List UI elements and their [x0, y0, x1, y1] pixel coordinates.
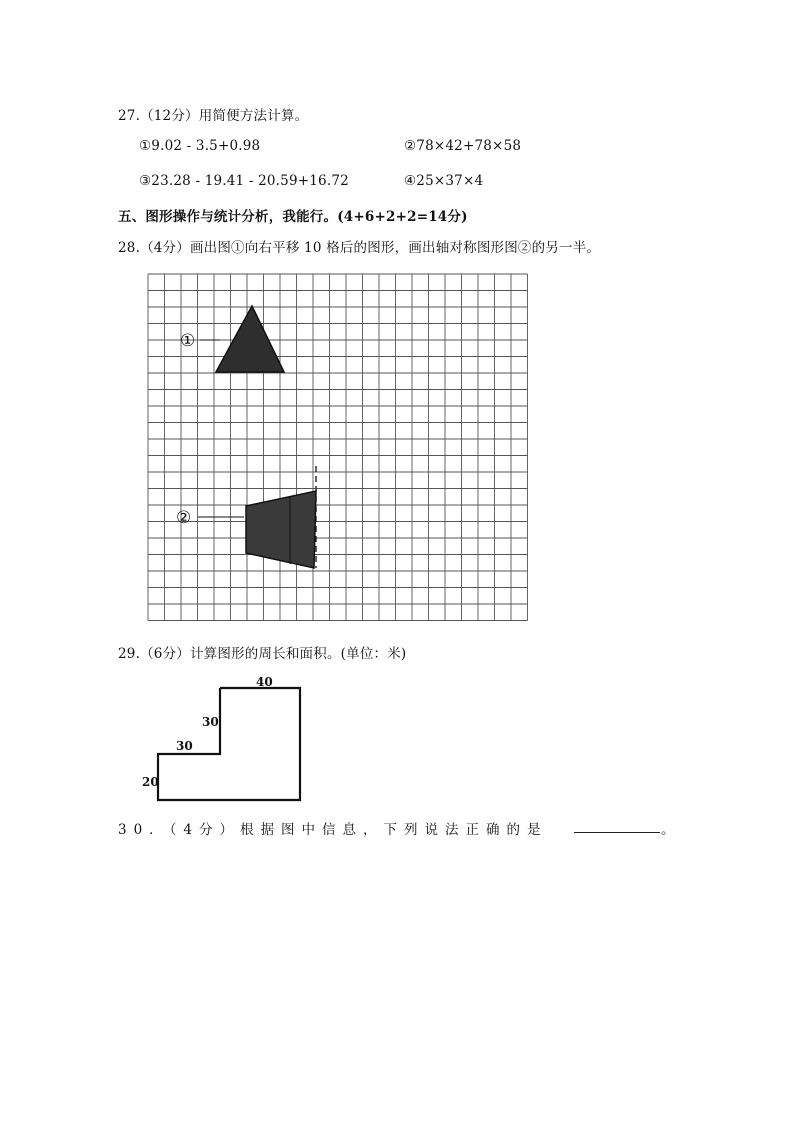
- q27-title: 27.（12分）用简便方法计算。: [118, 108, 309, 124]
- q28-grid-figure: [140, 268, 540, 628]
- q30-end: 。: [661, 822, 675, 838]
- trapezoid-half-shape: [246, 491, 316, 568]
- dim-top: 40: [256, 675, 273, 689]
- q27-item-2: ②78×42+78×58: [404, 138, 522, 154]
- q27-item-4: ④25×37×4: [404, 173, 484, 189]
- q28-title: 28.（4分）画出图①向右平移 10 格后的图形，画出轴对称图形图②的另一半。: [118, 240, 601, 256]
- dim-upper-left: 30: [202, 715, 219, 729]
- q27-item-1: ①9.02 - 3.5+0.98: [139, 138, 261, 154]
- figure-1-label: ①: [180, 331, 196, 351]
- answer-blank[interactable]: [574, 818, 660, 833]
- q27-item-3: ③23.28 - 19.41 - 20.59+16.72: [139, 173, 349, 189]
- dim-step: 30: [176, 739, 193, 753]
- figure-2-label: ②: [176, 508, 192, 528]
- q30-title: 30．（4分）根据图中信息，下列说法正确的是: [118, 822, 548, 838]
- q29-l-shape-figure: [140, 674, 320, 810]
- dim-left: 20: [142, 775, 159, 789]
- q29-title: 29.（6分）计算图形的周长和面积。(单位：米): [118, 646, 407, 662]
- triangle-shape: [216, 306, 284, 372]
- section-5-title: 五、图形操作与统计分析，我能行。(4+6+2+2=14分): [118, 209, 468, 225]
- grid-lines: [148, 274, 528, 621]
